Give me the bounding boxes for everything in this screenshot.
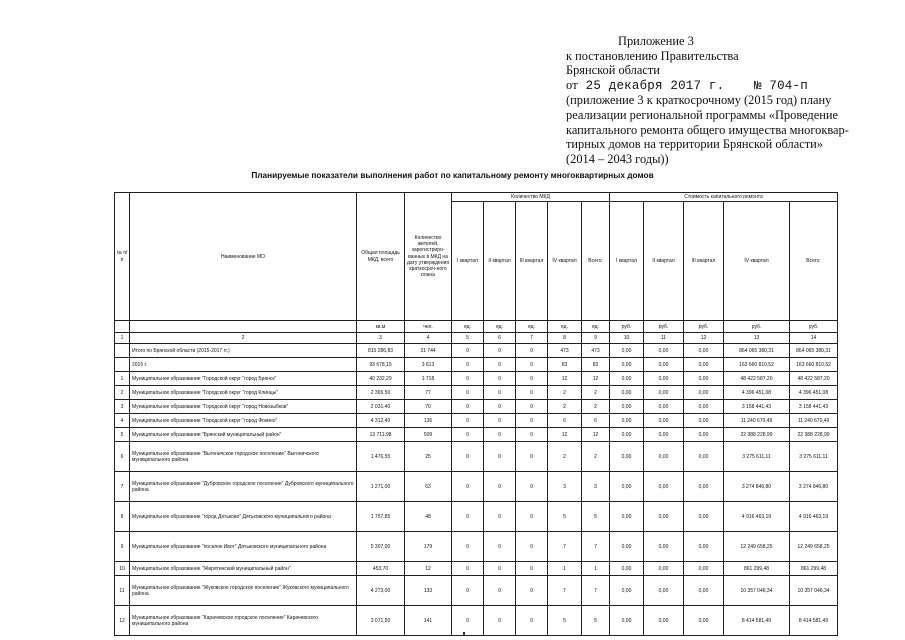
table-cell: 12 <box>548 372 582 386</box>
table-cell: 63 <box>405 472 452 502</box>
table-cell <box>115 358 130 372</box>
table-cell: Муниципальное образование "Выгоничское городское поселение" Выгоничского муниципального района <box>130 442 357 472</box>
table-cell: 0,00 <box>644 472 684 502</box>
table-cell: 1 <box>548 562 582 576</box>
table-cell: 9 <box>582 333 610 344</box>
table-cell: 0,00 <box>610 414 644 428</box>
table-cell: 7 <box>548 576 582 606</box>
table-cell: 4 396 451,08 <box>790 386 838 400</box>
table-row <box>115 414 838 428</box>
table-cell <box>130 321 357 333</box>
table-cell: 2 <box>548 400 582 414</box>
table-cell: 0,00 <box>610 344 644 358</box>
table-cell: 3 071,50 <box>357 606 405 636</box>
table-cell: 133 <box>405 576 452 606</box>
table-cell: 4 916 463,19 <box>790 502 838 532</box>
table-cell: 0 <box>516 344 548 358</box>
table-row <box>115 442 838 472</box>
table-row <box>115 606 838 636</box>
table-cell: 0,00 <box>644 576 684 606</box>
appendix-title: Приложение 3 <box>618 34 694 48</box>
table-cell: 0 <box>516 472 548 502</box>
table-cell: Муниципальное образование "Брянский муниципальный район" <box>130 428 357 442</box>
table-cell: 0 <box>484 502 516 532</box>
table-cell: 48 422 587,20 <box>724 372 790 386</box>
table-cell: 2 <box>582 400 610 414</box>
table-cell: 0,00 <box>684 386 724 400</box>
table-cell: 3 158 441,43 <box>790 400 838 414</box>
table-cell: 0,00 <box>644 358 684 372</box>
table-cell: 1 <box>115 372 130 386</box>
table-cell: 12 <box>115 606 130 636</box>
table-cell: 2 <box>130 333 357 344</box>
table-cell: 77 <box>405 386 452 400</box>
table-cell: 0,00 <box>644 414 684 428</box>
table-cell: 0 <box>484 576 516 606</box>
table-cell: 0,00 <box>610 428 644 442</box>
table-cell: руб. <box>610 321 644 333</box>
table-cell: 48 <box>405 502 452 532</box>
header-group-mkd: Количество МКД <box>452 193 610 202</box>
header-area: Общая площадь МКД, всего <box>357 193 405 321</box>
table-cell: 11 240 670,49 <box>790 414 838 428</box>
table-cell: 0,00 <box>610 562 644 576</box>
table-row <box>115 372 838 386</box>
header-residents: Количество жителей, зарегистриро-ванных в МКД на дату утверждения краткосроч-ного плана <box>405 193 452 321</box>
table-cell: 8 <box>115 502 130 532</box>
table-cell: 815 286,83 <box>357 344 405 358</box>
table-cell: 2 <box>582 442 610 472</box>
header-group-cost: Стоимость капитального ремонта <box>610 193 838 202</box>
table-cell: 0,00 <box>644 372 684 386</box>
header-name: Наименование МО <box>130 193 357 321</box>
header-q3-cost: III квартал <box>684 202 724 321</box>
table-cell: 10 357 046,34 <box>790 576 838 606</box>
table-cell: Итого по Брянской области (2015-2017 гг.) <box>130 344 357 358</box>
table-cell: Муниципальное образование "Жирятинский муниципальный район" <box>130 562 357 576</box>
table-cell: 0 <box>516 606 548 636</box>
table-cell: 0 <box>516 358 548 372</box>
table-cell: 0,00 <box>684 576 724 606</box>
table-cell: 0 <box>452 344 484 358</box>
table-cell: 0 <box>516 532 548 562</box>
table-cell: 0,00 <box>644 442 684 472</box>
table-cell: 0 <box>484 344 516 358</box>
table-cell: кв.м <box>357 321 405 333</box>
table-cell: 0,00 <box>684 562 724 576</box>
table-cell: 0 <box>452 386 484 400</box>
table-cell: 0 <box>516 372 548 386</box>
table-cell: 1 271,00 <box>357 472 405 502</box>
header-q4: IV квартал <box>548 202 582 321</box>
decree-date: 25 декабря 2017 г. <box>585 78 725 93</box>
table-cell: 4 916 463,19 <box>724 502 790 532</box>
table-cell: 0 <box>452 372 484 386</box>
table-cell: 4 <box>405 333 452 344</box>
table-cell: 9 <box>115 532 130 562</box>
document-title: Планируемые показатели выполнения работ по капитальному ремонту многоквартирных домов <box>251 170 654 180</box>
header-total-cost: Всего: <box>790 202 838 321</box>
table-cell: 453,70 <box>357 562 405 576</box>
table-cell: ед. <box>452 321 484 333</box>
table-cell: 0 <box>452 562 484 576</box>
table-cell: 11 240 670,49 <box>724 414 790 428</box>
table-cell: 0,00 <box>644 562 684 576</box>
table-cell: 8 414 581,49 <box>724 606 790 636</box>
table-cell: 0 <box>484 372 516 386</box>
table-cell: 0,00 <box>644 428 684 442</box>
table-cell: руб. <box>724 321 790 333</box>
table-cell: 2 <box>582 386 610 400</box>
table-cell: 83 <box>582 358 610 372</box>
table-cell: 864 065 380,31 <box>724 344 790 358</box>
appendix-note-line: (приложение 3 к краткосрочному (2015 год) плану <box>566 93 832 108</box>
table-cell: 6 <box>582 414 610 428</box>
table-cell: 70 <box>405 400 452 414</box>
table-cell: 1 718 <box>405 372 452 386</box>
table-cell: 1 476,55 <box>357 442 405 472</box>
table-cell: 0,00 <box>684 532 724 562</box>
table-cell: 12 <box>582 428 610 442</box>
table-cell: 6 <box>548 414 582 428</box>
table-cell: 93 678,15 <box>357 358 405 372</box>
table-row <box>115 502 838 532</box>
table-cell: 5 <box>115 428 130 442</box>
table-cell: 5 <box>582 502 610 532</box>
table-cell <box>115 344 130 358</box>
table-cell: 0 <box>452 428 484 442</box>
table-cell: 7 <box>516 333 548 344</box>
header-q3: III квартал <box>516 202 548 321</box>
table-cell: 13 711,98 <box>357 428 405 442</box>
table-cell: 1 <box>582 562 610 576</box>
appendix-note-line: (2014 – 2043 годы)) <box>566 151 669 166</box>
table-cell: 2 <box>548 386 582 400</box>
table-cell: 509 <box>405 428 452 442</box>
header-total: Всего: <box>582 202 610 321</box>
table-cell: 0,00 <box>644 502 684 532</box>
table-row <box>115 386 838 400</box>
table-cell: 2015 г. <box>130 358 357 372</box>
table-cell: 4 396 451,08 <box>724 386 790 400</box>
table-cell: 11 <box>644 333 684 344</box>
table-cell: 0 <box>516 386 548 400</box>
table-cell: руб. <box>684 321 724 333</box>
appendix-line-region: Брянской области <box>566 63 660 78</box>
table-cell: 0 <box>516 442 548 472</box>
table-cell: 3 613 <box>405 358 452 372</box>
table-cell: 14 <box>790 333 838 344</box>
table-cell: Муниципальное образование "Жуковское городское поселение" Жуковского муниципального района <box>130 576 357 606</box>
table-cell: 0 <box>452 532 484 562</box>
table-cell: 0 <box>516 400 548 414</box>
table-cell: 0,00 <box>684 358 724 372</box>
table-cell: 864 065 380,31 <box>790 344 838 358</box>
table-cell: 3 274 846,80 <box>790 472 838 502</box>
table-cell: Муниципальное образование "Карачевское городское поселение" Карачевского муниципального района <box>130 606 357 636</box>
table-cell: 10 357 046,34 <box>724 576 790 606</box>
table-cell: руб. <box>790 321 838 333</box>
units-row <box>115 321 838 333</box>
table-cell: 13 <box>724 333 790 344</box>
table-row <box>115 562 838 576</box>
table-cell: 0 <box>452 400 484 414</box>
table-cell: 0,00 <box>610 442 644 472</box>
table-cell: 3 <box>115 400 130 414</box>
table-cell <box>115 321 130 333</box>
table-cell: 31 744 <box>405 344 452 358</box>
header-q4-cost: IV квартал <box>724 202 790 321</box>
table-cell: 0,00 <box>610 532 644 562</box>
table-cell: 0 <box>516 414 548 428</box>
table-cell: 10 <box>610 333 644 344</box>
table-cell: 473 <box>582 344 610 358</box>
table-cell: 0,00 <box>684 472 724 502</box>
table-cell: 0,00 <box>610 502 644 532</box>
table-cell: 1 757,85 <box>357 502 405 532</box>
table-cell: 6 <box>484 333 516 344</box>
table-cell: 861 299,48 <box>790 562 838 576</box>
table-cell: 0 <box>516 562 548 576</box>
appendix-note-line: реализации региональной программы «Проведение <box>566 107 839 122</box>
table-cell: 0 <box>484 400 516 414</box>
table-cell: 0 <box>484 358 516 372</box>
table-cell: 12 <box>582 372 610 386</box>
table-cell: 0,00 <box>684 372 724 386</box>
table-cell: 8 <box>548 333 582 344</box>
table-cell: 0 <box>516 502 548 532</box>
table-cell: 0,00 <box>684 606 724 636</box>
table-cell: 3 275 611,11 <box>724 442 790 472</box>
table-cell: 0 <box>484 562 516 576</box>
appendix-line-decree: к постановлению Правительства <box>566 48 739 63</box>
decree-number: № 704-п <box>753 78 808 93</box>
table-cell: 0 <box>484 386 516 400</box>
table-cell: 12 <box>548 428 582 442</box>
table-cell: 0 <box>452 358 484 372</box>
table-cell: 4 <box>115 414 130 428</box>
table-cell: 0,00 <box>610 372 644 386</box>
table-row <box>115 576 838 606</box>
table-cell: Муниципальное образование "Городской округ "город Клинцы" <box>130 386 357 400</box>
table-cell: 7 <box>582 576 610 606</box>
table-cell: 0,00 <box>610 606 644 636</box>
table-cell: 7 <box>548 532 582 562</box>
table-cell: 4 312,40 <box>357 414 405 428</box>
table-cell: 5 <box>548 502 582 532</box>
table-row <box>115 344 838 358</box>
table-row <box>115 358 838 372</box>
table-cell: Муниципальное образование "Городской округ "город Брянск" <box>130 372 357 386</box>
table-cell: 0 <box>484 472 516 502</box>
header-q2: II квартал <box>484 202 516 321</box>
table-cell: 0 <box>484 442 516 472</box>
table-cell: 0 <box>516 428 548 442</box>
table-cell: 8 414 581,49 <box>790 606 838 636</box>
table-cell: руб. <box>644 321 684 333</box>
table-cell: Муниципальное образование "Городской округ "город Новозыбков" <box>130 400 357 414</box>
table-cell: 0,00 <box>684 442 724 472</box>
table-cell: 3 158 441,43 <box>724 400 790 414</box>
table-cell: Муниципальное образование "Городской округ "город Фокино" <box>130 414 357 428</box>
table-cell: 4 273,00 <box>357 576 405 606</box>
table-cell: 5 <box>548 606 582 636</box>
table-cell: 2 <box>115 386 130 400</box>
date-prefix: от <box>566 77 578 92</box>
table-cell: 861 299,48 <box>724 562 790 576</box>
table-cell: 1 <box>115 333 130 344</box>
table-cell: 5 <box>582 606 610 636</box>
table-cell: 3 275 611,11 <box>790 442 838 472</box>
appendix-date-line <box>566 78 866 94</box>
table-cell: 2 365,50 <box>357 386 405 400</box>
table-cell: 3 <box>548 472 582 502</box>
table-cell: 0,00 <box>644 532 684 562</box>
table-row <box>115 428 838 442</box>
table-row <box>115 532 838 562</box>
table-cell: 163 660 810,52 <box>790 358 838 372</box>
table-cell: ед. <box>548 321 582 333</box>
table-cell: 2 031,40 <box>357 400 405 414</box>
table-cell: 136 <box>405 414 452 428</box>
header-num: № п/п <box>115 193 130 321</box>
table-cell: 0,00 <box>610 400 644 414</box>
table-cell: 0,00 <box>610 472 644 502</box>
table-cell: 0 <box>484 414 516 428</box>
table-cell: 0 <box>484 428 516 442</box>
table-cell: 0,00 <box>610 576 644 606</box>
table-cell: 0,00 <box>684 428 724 442</box>
table-cell: 0 <box>452 414 484 428</box>
table-cell: 22 388 228,99 <box>724 428 790 442</box>
table-cell: ед. <box>582 321 610 333</box>
table-cell: 0,00 <box>610 358 644 372</box>
table-cell: 179 <box>405 532 452 562</box>
table-cell: 25 <box>405 442 452 472</box>
table-cell: 22 388 228,99 <box>790 428 838 442</box>
indicators-table <box>114 192 838 636</box>
table-cell: ед. <box>516 321 548 333</box>
table-cell: 83 <box>548 358 582 372</box>
table-cell: 48 422 587,20 <box>790 372 838 386</box>
table-cell: 5 307,00 <box>357 532 405 562</box>
table-cell: 3 274 846,80 <box>724 472 790 502</box>
table-cell: 0,00 <box>684 502 724 532</box>
table-cell: ед. <box>484 321 516 333</box>
appendix-block <box>566 34 866 166</box>
table-cell: 0 <box>484 606 516 636</box>
table-cell: 473 <box>548 344 582 358</box>
scan-mark <box>463 632 465 636</box>
table-cell: 6 <box>115 442 130 472</box>
table-cell: 7 <box>115 472 130 502</box>
table-row <box>115 400 838 414</box>
table-cell: 40 232,29 <box>357 372 405 386</box>
table-cell: 0 <box>484 532 516 562</box>
header-q1-cost: I квартал <box>610 202 644 321</box>
table-cell: чел. <box>405 321 452 333</box>
table-cell: 0 <box>452 442 484 472</box>
table-cell: 0,00 <box>684 344 724 358</box>
table-cell: Муниципальное образование "город Дятьково" Дятьковского муниципального района <box>130 502 357 532</box>
header-q2-cost: II квартал <box>644 202 684 321</box>
table-cell: 0,00 <box>644 400 684 414</box>
table-header-row <box>115 193 838 202</box>
table-cell: 12 <box>684 333 724 344</box>
appendix-note-line: тирных домов на территории Брянской области» <box>566 137 823 152</box>
table-cell: 0 <box>452 576 484 606</box>
table-cell: 0,00 <box>644 386 684 400</box>
table-cell: 0,00 <box>644 606 684 636</box>
table-cell: 11 <box>115 576 130 606</box>
table-cell: 3 <box>357 333 405 344</box>
table-cell: 3 <box>582 472 610 502</box>
table-cell: Муниципальное образование "Дубровское городское поселение" Дубровского муниципального района <box>130 472 357 502</box>
table-row <box>115 472 838 502</box>
table-cell: 7 <box>582 532 610 562</box>
table-cell: 141 <box>405 606 452 636</box>
table-cell: 12 249 658,25 <box>790 532 838 562</box>
header-q1: I квартал <box>452 202 484 321</box>
table-cell: 2 <box>548 442 582 472</box>
table-cell: 163 660 810,52 <box>724 358 790 372</box>
table-cell: 0 <box>452 472 484 502</box>
table-cell: Муниципальное образование "поселок Ивот" Дятьковского муниципального района <box>130 532 357 562</box>
table-cell: 0,00 <box>644 344 684 358</box>
table-cell: 10 <box>115 562 130 576</box>
table-cell: 0,00 <box>610 386 644 400</box>
column-numbers-row <box>115 333 838 344</box>
table-cell: 5 <box>452 333 484 344</box>
table-cell: 0,00 <box>684 414 724 428</box>
table-cell: 0 <box>516 576 548 606</box>
table-cell: 12 249 658,25 <box>724 532 790 562</box>
table-cell: 0 <box>452 502 484 532</box>
table-cell: 0 <box>452 606 484 636</box>
table-cell: 0,00 <box>684 400 724 414</box>
appendix-note-line: капитального ремонта общего имущества многоквар- <box>566 122 849 137</box>
table-cell: 12 <box>405 562 452 576</box>
